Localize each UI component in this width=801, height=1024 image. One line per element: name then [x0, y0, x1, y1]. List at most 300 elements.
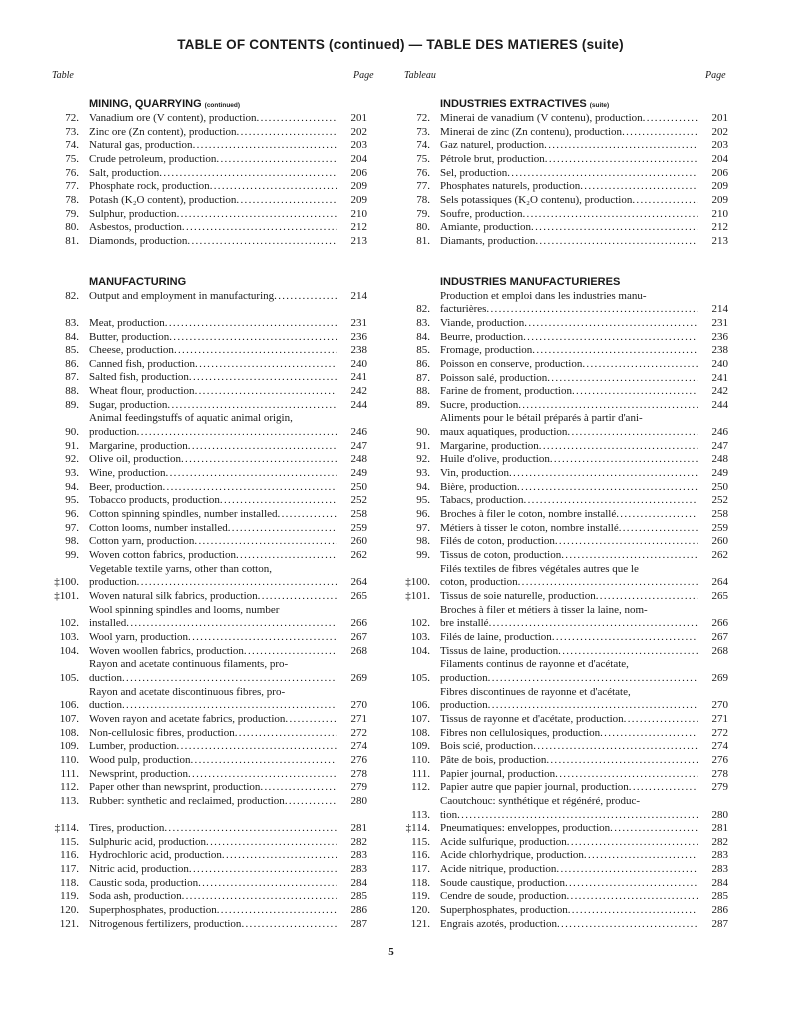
entry-title	[430, 358, 698, 372]
entry-number: 103.	[410, 630, 430, 643]
entry-title-line	[440, 167, 698, 181]
entry-page: 209	[350, 193, 367, 206]
entry-title-text: Wheat flour, production	[89, 385, 195, 398]
section-gap	[404, 249, 728, 274]
entry-title	[79, 126, 337, 140]
entry-page: 276	[711, 753, 728, 766]
toc-entry	[53, 412, 367, 439]
toc-spacer	[53, 808, 367, 822]
toc-entry	[404, 604, 728, 631]
dot-leader	[567, 836, 698, 850]
entry-page: 248	[350, 453, 367, 466]
toc-entry	[404, 494, 728, 508]
entry-title	[79, 221, 337, 235]
entry-title-line	[440, 467, 698, 481]
entry-title-line	[440, 549, 698, 563]
entry-title-text: Rayon and acetate continuous filaments, pro-	[89, 658, 289, 671]
entry-page: 276	[350, 753, 367, 766]
entry-page: 252	[350, 494, 367, 507]
entry-title	[430, 167, 698, 181]
entry-number: 102.	[410, 617, 430, 630]
toc-entry	[404, 740, 728, 754]
entry-page: 241	[350, 371, 367, 384]
dot-leader	[177, 208, 337, 222]
entry-title-line	[89, 863, 337, 877]
entry-title-line	[440, 645, 698, 659]
entry-title-line	[89, 727, 337, 741]
entry-title	[79, 167, 337, 181]
entry-title-text: Caoutchouc: synthétique et régénéré, produc-	[440, 794, 641, 807]
entry-title	[79, 440, 337, 454]
dot-leader	[622, 126, 698, 140]
entry-number: 92.	[65, 453, 79, 466]
toc-entry	[53, 290, 367, 304]
entry-title-text: Broches à filer le coton, nombre installé	[440, 508, 617, 521]
entry-title-text: Broches à filer et métiers à tisser la laine, nom-	[440, 603, 648, 616]
dot-leader	[206, 836, 337, 850]
entry-number: ‡114.	[405, 822, 430, 835]
dot-leader	[210, 180, 337, 194]
entry-title-text: Output and employment in manufacturing	[89, 289, 275, 302]
entry-number: 98.	[416, 535, 430, 548]
entry-title	[79, 563, 337, 590]
dot-leader	[216, 153, 337, 167]
entry-title-text: Poisson salé, production	[440, 371, 548, 384]
entry-title	[430, 740, 698, 754]
entry-title	[79, 822, 337, 836]
dot-leader	[122, 699, 337, 713]
dot-leader	[558, 645, 698, 659]
entry-number: 74.	[416, 139, 430, 152]
entry-title	[430, 535, 698, 549]
entry-title-line	[440, 809, 698, 823]
entry-title-line	[89, 440, 337, 454]
toc-entry	[53, 453, 367, 467]
entry-title-line	[89, 754, 337, 768]
entry-title-text: Poisson en conserve, production	[440, 357, 583, 370]
dot-leader	[572, 385, 698, 399]
entry-title-line	[440, 208, 698, 222]
entry-title-line	[89, 822, 337, 836]
section-heading	[404, 96, 728, 112]
entry-title-text: Woven rayon and acetate fabrics, production	[89, 712, 286, 725]
entry-page: 264	[711, 576, 728, 589]
entry-number: 102.	[59, 617, 79, 630]
entry-page: 246	[711, 426, 728, 439]
entry-title-text: Cendre de soude, production	[440, 890, 567, 903]
entry-number: 84.	[416, 330, 430, 343]
dot-leader	[545, 153, 698, 167]
section-heading-suffix: (continued)	[204, 102, 241, 109]
entry-title-text: Crude petroleum, production	[89, 152, 217, 165]
entry-title-text: coton, production	[440, 576, 518, 589]
entry-title-text: Vegetable textile yarns, other than cotton,	[89, 562, 272, 575]
entry-number: 78.	[65, 193, 79, 206]
entry-number: 112.	[60, 781, 79, 794]
entry-page: 213	[350, 234, 367, 247]
dot-leader	[190, 754, 337, 768]
toc-entry	[404, 180, 728, 194]
entry-title	[79, 153, 337, 167]
entry-title-text: Tissus de laine, production	[440, 644, 559, 657]
dot-leader	[486, 303, 698, 317]
entry-title	[79, 194, 337, 208]
entry-number: 90.	[416, 426, 430, 439]
entry-title-text: Salt, production	[89, 166, 160, 179]
entry-title	[79, 590, 337, 604]
entry-number: 103.	[59, 630, 79, 643]
entry-title-line	[89, 836, 337, 850]
entry-title-line	[89, 645, 337, 659]
dot-leader	[244, 645, 337, 659]
entry-number: 120.	[410, 904, 430, 917]
entry-title	[430, 836, 698, 850]
dot-leader	[535, 235, 698, 249]
toc-entry	[53, 385, 367, 399]
toc-entry	[404, 440, 728, 454]
entry-title-line	[89, 699, 337, 713]
entry-title-line	[440, 372, 698, 386]
entry-title-text: Potash (K₂O content), production	[89, 193, 237, 206]
entry-title	[430, 795, 698, 822]
entry-title-text: Soufre, production	[440, 207, 523, 220]
entry-title-text: Woven cotton fabrics, production	[89, 549, 236, 562]
entry-title	[79, 904, 337, 918]
dot-leader	[547, 372, 698, 386]
entry-page: 231	[350, 316, 367, 329]
entry-title-text: Engrais azotés, production	[440, 917, 557, 930]
entry-title-line	[440, 494, 698, 508]
dot-leader	[278, 508, 337, 522]
entry-title-text: Phosphate rock, production	[89, 180, 210, 193]
dot-leader	[624, 713, 698, 727]
entry-page: 262	[350, 549, 367, 562]
entry-title-text: Tissus de coton, production	[440, 549, 562, 562]
toc-entry	[53, 849, 367, 863]
toc-entry	[404, 768, 728, 782]
entry-title-line	[440, 754, 698, 768]
dot-leader	[193, 139, 337, 153]
entry-title	[430, 317, 698, 331]
entry-title-text: Production et emploi dans les industries manu-	[440, 289, 647, 302]
toc-entry	[404, 508, 728, 522]
entry-title-line	[89, 494, 337, 508]
dot-leader	[629, 781, 698, 795]
entry-number: 87.	[65, 371, 79, 384]
entry-title	[79, 139, 337, 153]
entry-page: 280	[350, 794, 367, 807]
entry-title	[79, 890, 337, 904]
dot-leader	[137, 576, 337, 590]
dot-leader	[188, 631, 337, 645]
entry-page: 266	[711, 617, 728, 630]
dot-leader	[600, 727, 698, 741]
toc-entry	[53, 754, 367, 768]
entry-title-line	[89, 576, 337, 590]
entry-title-line	[440, 303, 698, 317]
entry-title-line	[440, 221, 698, 235]
entry-title-text: Non-cellulosic fibres, production	[89, 726, 235, 739]
toc-entry	[404, 549, 728, 563]
entry-title-line	[440, 890, 698, 904]
entry-page: 247	[350, 439, 367, 452]
toc-entry	[53, 317, 367, 331]
entry-number: 95.	[65, 494, 79, 507]
entry-number: 94.	[416, 480, 430, 493]
dot-leader	[568, 904, 698, 918]
entry-number: 72.	[65, 112, 79, 124]
toc-entry	[53, 440, 367, 454]
entry-page: 268	[711, 644, 728, 657]
entry-page: 201	[711, 112, 728, 124]
entry-title-line	[89, 126, 337, 140]
entry-title	[430, 194, 698, 208]
entry-title-line	[440, 399, 698, 413]
dot-leader	[518, 576, 698, 590]
entry-title	[79, 781, 337, 795]
entry-page: 213	[711, 234, 728, 247]
entry-page: 209	[711, 180, 728, 193]
entry-number: 105.	[410, 671, 430, 684]
toc-entry	[53, 344, 367, 358]
entry-number: 96.	[416, 508, 430, 521]
entry-title-line	[89, 112, 337, 126]
dot-leader	[237, 126, 337, 140]
entry-number: 116.	[411, 849, 430, 862]
entry-title-text: Papier journal, production	[440, 767, 556, 780]
entry-title-text: Tires, production	[89, 822, 165, 835]
entry-page: 241	[711, 371, 728, 384]
toc-entry	[404, 467, 728, 481]
dot-leader	[544, 139, 698, 153]
entry-title-text: Paper other than newsprint, production	[89, 781, 261, 794]
toc-entry	[53, 235, 367, 249]
entry-number: 118.	[411, 876, 430, 889]
entry-title	[430, 112, 698, 126]
entry-number: 120.	[59, 904, 79, 917]
entry-number: 79.	[416, 207, 430, 220]
entry-number: 94.	[65, 480, 79, 493]
dot-leader	[566, 890, 698, 904]
entry-title-text: Tobacco products, production	[89, 494, 220, 507]
entry-title-text: Sucre, production	[440, 398, 519, 411]
entry-title	[79, 112, 337, 126]
toc-entry	[53, 740, 367, 754]
entry-title	[430, 822, 698, 836]
entry-number: 108.	[59, 726, 79, 739]
entry-title-text: production	[89, 576, 137, 589]
entry-title-line	[440, 385, 698, 399]
dot-leader	[188, 768, 337, 782]
entry-number: 90.	[65, 426, 79, 439]
section-heading-text: MANUFACTURING	[89, 275, 187, 288]
entry-title-line	[440, 836, 698, 850]
entry-number: 89.	[416, 398, 430, 411]
entry-title-line	[440, 563, 698, 577]
entry-title-text: Superphosphates, production	[89, 904, 217, 917]
entry-title-line	[89, 358, 337, 372]
entry-title-line	[89, 781, 337, 795]
entry-title-line	[440, 344, 698, 358]
entry-title	[430, 890, 698, 904]
entry-title-line	[440, 235, 698, 249]
entry-title-line	[89, 167, 337, 181]
entry-title-text: Tissus de soie naturelle, production	[440, 590, 596, 602]
entry-page: 260	[350, 535, 367, 548]
entry-title-line	[440, 194, 698, 208]
entry-title-line	[440, 658, 698, 672]
entry-title	[79, 686, 337, 713]
toc-entry	[404, 631, 728, 645]
entry-title	[430, 440, 698, 454]
dot-leader	[285, 713, 337, 727]
toc-entry	[53, 686, 367, 713]
dot-leader	[523, 331, 698, 345]
entry-page: 266	[350, 617, 367, 630]
entry-page: 212	[711, 221, 728, 234]
entry-number: 106.	[59, 699, 79, 712]
entry-title-line	[89, 194, 337, 208]
entry-title-text: facturières	[440, 303, 487, 316]
dot-leader	[557, 918, 698, 932]
toc-entry	[404, 727, 728, 741]
toc-entry	[53, 208, 367, 222]
entry-title-text: Filaments continus de rayonne et d'acétate,	[440, 658, 629, 671]
entry-title-line	[89, 399, 337, 413]
dot-leader	[126, 617, 337, 631]
entry-page: 242	[350, 385, 367, 398]
entry-number: ‡100.	[405, 576, 430, 589]
entry-title-line	[89, 385, 337, 399]
entry-number: 76.	[416, 166, 430, 179]
dot-leader	[189, 371, 337, 385]
entry-title-text: Diamonds, production	[89, 234, 188, 247]
entry-title-text: Vin, production	[440, 467, 509, 480]
entry-page: 279	[350, 781, 367, 794]
toc-entry	[404, 399, 728, 413]
entry-page: 203	[711, 139, 728, 152]
entry-title-text: Filés de coton, production	[440, 535, 555, 548]
entry-title-line	[89, 508, 337, 522]
entry-number: 83.	[416, 316, 430, 329]
toc-entry	[53, 590, 367, 604]
entry-title-line	[440, 522, 698, 536]
dot-leader	[236, 549, 337, 563]
entry-title-line	[440, 740, 698, 754]
dot-leader	[177, 740, 337, 754]
entry-title-line	[440, 849, 698, 863]
right-page-col-header: Page	[705, 70, 726, 81]
entry-title	[430, 126, 698, 140]
toc-entry	[404, 795, 728, 822]
entry-number: 110.	[411, 753, 430, 766]
entry-title-text: Aliments pour le bétail préparés à partir d'ani-	[440, 412, 643, 425]
entry-title	[79, 385, 337, 399]
dot-leader	[174, 344, 337, 358]
toc-entry	[53, 768, 367, 782]
dot-leader	[539, 440, 698, 454]
entry-title-text: Minerai de vanadium (V contenu), production	[440, 112, 643, 124]
page-title: TABLE OF CONTENTS (continued) — TABLE DES MATIERES (suite)	[177, 37, 624, 52]
entry-title-text: Natural gas, production	[89, 139, 193, 152]
entry-page: 212	[350, 221, 367, 234]
entry-page: 203	[350, 139, 367, 152]
dot-leader	[522, 208, 698, 222]
toc-entry	[404, 836, 728, 850]
entry-title	[430, 467, 698, 481]
entry-page: 270	[350, 699, 367, 712]
entry-page: 283	[350, 863, 367, 876]
entry-page: 283	[350, 849, 367, 862]
entry-title	[79, 658, 337, 685]
dot-leader	[198, 877, 337, 891]
entry-number: 99.	[65, 549, 79, 562]
toc-entry	[404, 344, 728, 358]
entry-page: 281	[711, 822, 728, 835]
toc-entry	[404, 822, 728, 836]
entry-title-line	[89, 481, 337, 495]
entry-title-text: Soda ash, production	[89, 890, 182, 903]
toc-entry	[404, 918, 728, 932]
entry-title	[79, 180, 337, 194]
entry-page: 236	[711, 330, 728, 343]
dot-leader	[195, 358, 337, 372]
entry-number: 121.	[59, 917, 79, 930]
entry-title-text: Soude caustique, production	[440, 876, 565, 889]
entry-title-text: Olive oil, production	[89, 453, 181, 466]
entry-title-text: Pâte de bois, production	[440, 753, 547, 766]
entry-title-text: Diamants, production	[440, 234, 536, 247]
entry-title	[79, 399, 337, 413]
dot-leader	[509, 467, 698, 481]
toc-entry	[404, 863, 728, 877]
entry-page: 209	[711, 193, 728, 206]
entry-title-text: Nitric acid, production	[89, 863, 189, 876]
toc-entry	[404, 126, 728, 140]
toc-spacer	[53, 303, 367, 317]
dot-leader	[616, 508, 698, 522]
dot-leader	[195, 385, 337, 399]
section-heading-text: MINING, QUARRYING	[89, 98, 202, 110]
entry-title-text: Viande, production	[440, 316, 525, 329]
entry-title-text: installed	[89, 617, 127, 630]
entry-title-text: Margarine, production	[440, 439, 539, 452]
entry-title-text: Butter, production	[89, 330, 170, 343]
dot-leader	[169, 331, 337, 345]
entry-title-line	[89, 658, 337, 672]
entry-page: 271	[711, 712, 728, 725]
toc-entry	[404, 221, 728, 235]
entry-title	[430, 494, 698, 508]
entry-title-line	[440, 604, 698, 618]
section-gap	[53, 249, 367, 274]
toc-entry	[53, 221, 367, 235]
entry-title-line	[440, 631, 698, 645]
entry-number: 88.	[65, 385, 79, 398]
dot-leader	[524, 494, 698, 508]
entry-number: 117.	[60, 863, 79, 876]
entry-title	[79, 836, 337, 850]
entry-title-line	[440, 713, 698, 727]
entry-title	[430, 412, 698, 439]
dot-leader	[258, 590, 337, 604]
entry-number: 88.	[416, 385, 430, 398]
entry-number: 77.	[65, 180, 79, 193]
entry-page: 206	[711, 166, 728, 179]
entry-title-text: Sel, production	[440, 166, 508, 179]
dot-leader	[257, 112, 337, 126]
toc-entry	[404, 481, 728, 495]
